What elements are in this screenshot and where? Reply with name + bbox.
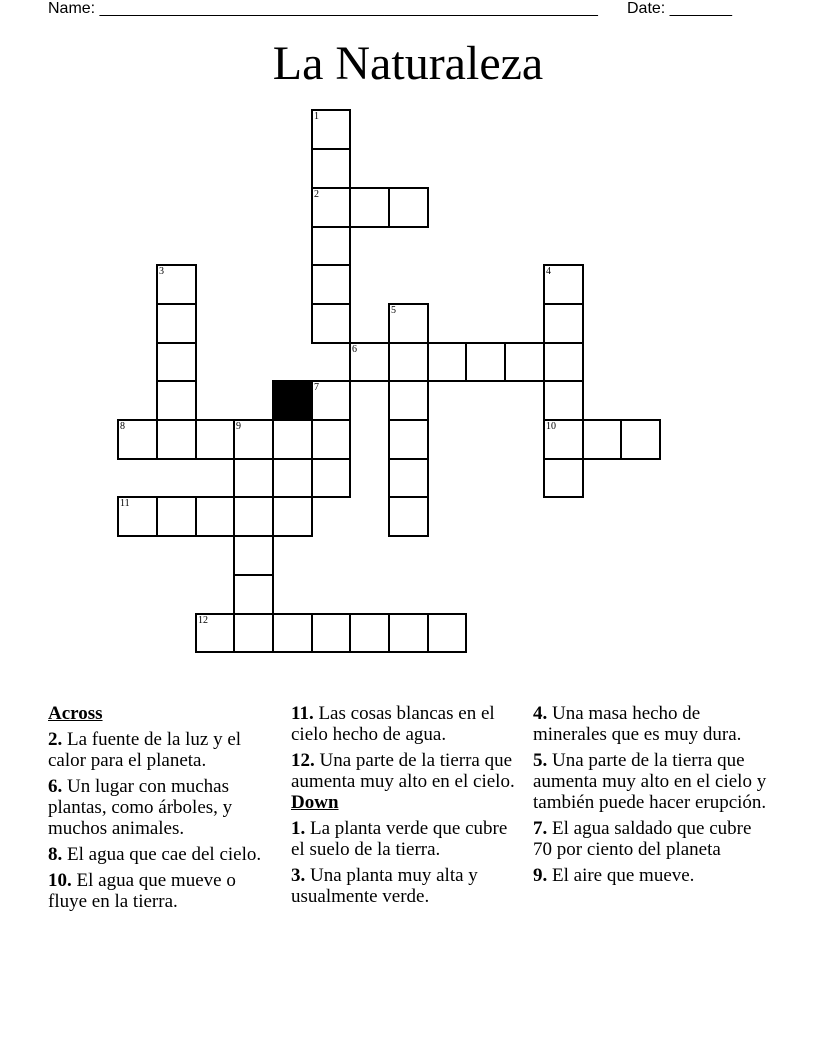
page-title: La Naturaleza bbox=[272, 37, 544, 90]
grid-cell[interactable] bbox=[311, 148, 351, 189]
grid-cell[interactable] bbox=[117, 496, 158, 537]
grid-cell[interactable] bbox=[311, 226, 351, 266]
grid-cell[interactable] bbox=[156, 264, 197, 305]
clue-number: 4. bbox=[533, 703, 548, 724]
clue-text: La planta verde que cubre el suelo de la tierra. bbox=[291, 818, 508, 860]
grid-cell[interactable] bbox=[195, 496, 235, 537]
date-blank[interactable]: _______ bbox=[669, 0, 732, 17]
clue-down-9 bbox=[533, 865, 768, 886]
clue-text: Un lugar con muchas plantas, como árboles, y muchos animales. bbox=[48, 776, 233, 839]
grid-cell[interactable] bbox=[311, 187, 351, 228]
clue-text: El agua que mueve o fluye en la tierra. bbox=[48, 870, 236, 912]
grid-cell[interactable] bbox=[543, 419, 584, 460]
cell-number: 9 bbox=[236, 421, 241, 432]
grid-cell[interactable] bbox=[620, 419, 661, 460]
grid-cell[interactable] bbox=[311, 419, 351, 460]
cell-number: 6 bbox=[352, 344, 357, 355]
clue-number: 6. bbox=[48, 776, 63, 797]
clue-across-6 bbox=[48, 776, 278, 839]
clue-number: 8. bbox=[48, 844, 63, 865]
clue-text: Las cosas blancas en el cielo hecho de agua. bbox=[291, 703, 495, 745]
grid-cell[interactable] bbox=[156, 496, 197, 537]
grid-cell[interactable] bbox=[582, 419, 622, 460]
clue-number: 3. bbox=[291, 865, 306, 886]
clue-text: Una planta muy alta y usualmente verde. bbox=[291, 865, 478, 907]
grid-cell[interactable] bbox=[233, 419, 274, 460]
grid-cell[interactable] bbox=[311, 380, 351, 421]
clue-number: 1. bbox=[291, 818, 306, 839]
grid-cell[interactable] bbox=[388, 342, 429, 382]
grid-cell[interactable] bbox=[233, 496, 274, 537]
clue-text: La fuente de la luz y el calor para el planeta. bbox=[48, 729, 242, 771]
grid-cell[interactable] bbox=[311, 264, 351, 305]
grid-cell[interactable] bbox=[311, 303, 351, 344]
cell-number: 12 bbox=[198, 615, 208, 626]
clue-number: 2. bbox=[48, 729, 63, 750]
clue-down-5 bbox=[533, 750, 768, 813]
cell-number: 11 bbox=[120, 498, 130, 509]
grid-cell[interactable] bbox=[543, 380, 584, 421]
grid-cell[interactable] bbox=[117, 419, 158, 460]
grid-cell[interactable] bbox=[388, 613, 429, 653]
grid-cell[interactable] bbox=[233, 574, 274, 615]
cell-number: 7 bbox=[314, 382, 319, 393]
grid-cell[interactable] bbox=[195, 419, 235, 460]
grid-cell[interactable] bbox=[543, 342, 584, 382]
grid-cell[interactable] bbox=[272, 613, 313, 653]
grid-cell[interactable] bbox=[156, 342, 197, 382]
grid-cell[interactable] bbox=[272, 496, 313, 537]
clue-number: 12. bbox=[291, 750, 315, 771]
clue-text: Una masa hecho de minerales que es muy dura. bbox=[533, 703, 742, 745]
clue-down-1 bbox=[291, 818, 521, 860]
down-heading: Down bbox=[291, 792, 339, 813]
grid-cell[interactable] bbox=[543, 458, 584, 498]
grid-cell[interactable] bbox=[543, 303, 584, 344]
block-cell bbox=[272, 380, 313, 421]
clue-text: Una parte de la tierra que aumenta muy alto en el cielo y también puede hacer erupción. bbox=[533, 750, 767, 813]
clue-across-12 bbox=[291, 750, 521, 792]
clue-across-10 bbox=[48, 870, 278, 912]
clue-column-2 bbox=[291, 703, 521, 912]
cell-number: 3 bbox=[159, 266, 164, 277]
grid-cell[interactable] bbox=[233, 535, 274, 576]
grid-cell[interactable] bbox=[349, 342, 390, 382]
cell-number: 8 bbox=[120, 421, 125, 432]
grid-cell[interactable] bbox=[156, 419, 197, 460]
grid-cell[interactable] bbox=[272, 419, 313, 460]
grid-cell[interactable] bbox=[388, 380, 429, 421]
clue-number: 5. bbox=[533, 750, 548, 771]
grid-cell[interactable] bbox=[349, 613, 390, 653]
grid-cell[interactable] bbox=[311, 109, 351, 150]
grid-cell[interactable] bbox=[311, 458, 351, 498]
cell-number: 2 bbox=[314, 189, 319, 200]
cell-number: 10 bbox=[546, 421, 556, 432]
clue-column-3 bbox=[533, 703, 768, 891]
clue-number: 11. bbox=[291, 703, 314, 724]
grid-cell[interactable] bbox=[427, 613, 467, 653]
clue-across-2 bbox=[48, 729, 278, 771]
cell-number: 5 bbox=[391, 305, 396, 316]
grid-cell[interactable] bbox=[233, 458, 274, 498]
clue-number: 9. bbox=[533, 865, 548, 886]
grid-cell[interactable] bbox=[388, 458, 429, 498]
grid-cell[interactable] bbox=[543, 264, 584, 305]
grid-cell[interactable] bbox=[504, 342, 545, 382]
clue-down-3 bbox=[291, 865, 521, 907]
clue-column-1 bbox=[48, 703, 278, 917]
clue-number: 10. bbox=[48, 870, 72, 891]
clue-number: 7. bbox=[533, 818, 548, 839]
grid-cell[interactable] bbox=[427, 342, 467, 382]
clue-text: El agua que cae del cielo. bbox=[67, 844, 262, 865]
clue-text: Una parte de la tierra que aumenta muy alto en el cielo. bbox=[291, 750, 515, 792]
clue-across-8 bbox=[48, 844, 278, 865]
date-label: Date: bbox=[627, 0, 666, 17]
across-heading: Across bbox=[48, 703, 103, 724]
clue-text: El agua saldado que cubre 70 por ciento del planeta bbox=[533, 818, 752, 860]
name-blank[interactable]: ________________________________________________________ bbox=[99, 0, 598, 17]
clue-text: El aire que mueve. bbox=[552, 865, 695, 886]
grid-cell[interactable] bbox=[349, 187, 390, 228]
cell-number: 1 bbox=[314, 111, 319, 122]
grid-cell[interactable] bbox=[311, 613, 351, 653]
grid-cell[interactable] bbox=[388, 303, 429, 344]
grid-cell[interactable] bbox=[388, 187, 429, 228]
name-label: Name: bbox=[48, 0, 96, 17]
cell-number: 4 bbox=[546, 266, 551, 277]
grid-cell[interactable] bbox=[195, 613, 235, 653]
clue-down-4 bbox=[533, 703, 768, 745]
grid-cell[interactable] bbox=[388, 496, 429, 537]
grid-cell[interactable] bbox=[388, 419, 429, 460]
grid-cell[interactable] bbox=[233, 613, 274, 653]
clue-down-7 bbox=[533, 818, 768, 860]
grid-cell[interactable] bbox=[156, 303, 197, 344]
clue-across-11 bbox=[291, 703, 521, 745]
grid-cell[interactable] bbox=[465, 342, 506, 382]
grid-cell[interactable] bbox=[156, 380, 197, 421]
